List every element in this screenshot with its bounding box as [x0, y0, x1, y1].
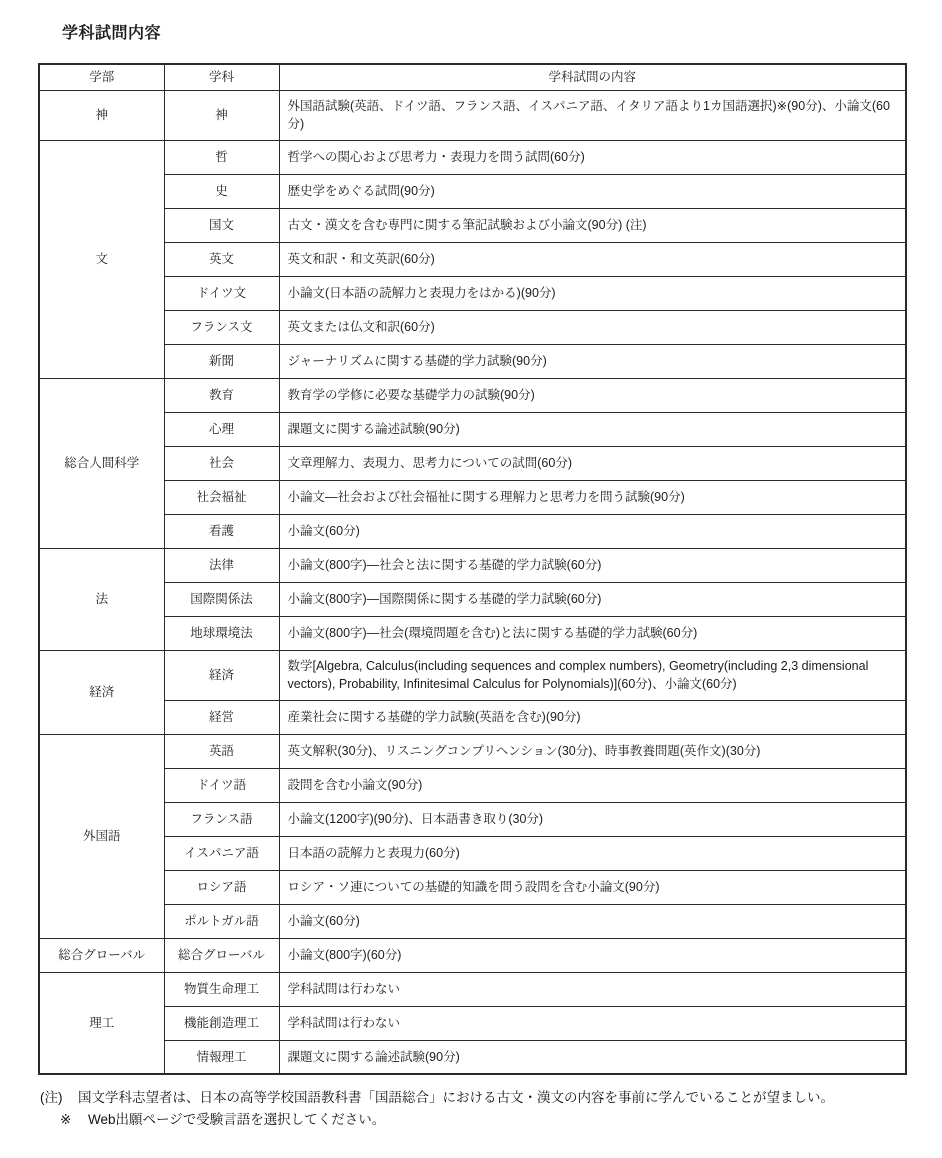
- table-row: [39, 140, 906, 174]
- department-cell: 看護: [164, 514, 279, 548]
- content-cell: 小論文(800字)(60分): [279, 938, 906, 972]
- footnote-marker: ※: [60, 1112, 72, 1128]
- department-cell: フランス文: [164, 310, 279, 344]
- faculty-cell: 理工: [39, 972, 164, 1074]
- content-cell: 哲学への関心および思考力・表現力を問う試問(60分): [279, 140, 906, 174]
- content-cell: 小論文(日本語の読解力と表現力をはかる)(90分): [279, 276, 906, 310]
- content-cell: 外国語試験(英語、ドイツ語、フランス語、イスパニア語、イタリア語より1カ国語選択)※(90分)、小論文(60分): [279, 90, 906, 140]
- department-cell: 社会: [164, 446, 279, 480]
- table-header-row: [39, 64, 906, 90]
- department-cell: 機能創造理工: [164, 1006, 279, 1040]
- content-cell: 小論文(1200字)(90分)、日本語書き取り(30分): [279, 802, 906, 836]
- content-cell: 古文・漢文を含む専門に関する筆記試験および小論文(90分) (注): [279, 208, 906, 242]
- department-cell: 新聞: [164, 344, 279, 378]
- department-cell: 物質生命理工: [164, 972, 279, 1006]
- table-row: [39, 208, 906, 242]
- content-cell: 英文和訳・和文英訳(60分): [279, 242, 906, 276]
- footnotes: [40, 1088, 905, 1131]
- faculty-cell: 経済: [39, 650, 164, 734]
- faculty-cell: 総合人間科学: [39, 378, 164, 548]
- department-cell: 神: [164, 90, 279, 140]
- content-cell: ロシア・ソ連についての基礎的知識を問う設問を含む小論文(90分): [279, 870, 906, 904]
- header-content: 学科試問の内容: [279, 64, 906, 90]
- content-cell: 教育学の学修に必要な基礎学力の試験(90分): [279, 378, 906, 412]
- table-row: [39, 616, 906, 650]
- department-cell: 英語: [164, 734, 279, 768]
- department-cell: イスパニア語: [164, 836, 279, 870]
- department-cell: 経営: [164, 700, 279, 734]
- table-row: [39, 700, 906, 734]
- content-cell: 小論文(60分): [279, 904, 906, 938]
- department-cell: 心理: [164, 412, 279, 446]
- content-cell: 小論文(800字)—国際関係に関する基礎的学力試験(60分): [279, 582, 906, 616]
- table-row: [39, 1040, 906, 1074]
- faculty-cell: 神: [39, 90, 164, 140]
- content-cell: 学科試問は行わない: [279, 972, 906, 1006]
- exam-subjects-table: [38, 63, 907, 1075]
- table-row: [39, 904, 906, 938]
- content-cell: 学科試問は行わない: [279, 1006, 906, 1040]
- department-cell: ドイツ文: [164, 276, 279, 310]
- footnote-text: Web出願ページで受験言語を選択してください。: [88, 1112, 386, 1128]
- faculty-cell: 外国語: [39, 734, 164, 938]
- content-cell: ジャーナリズムに関する基礎的学力試験(90分): [279, 344, 906, 378]
- footnote-marker: (注): [40, 1090, 63, 1105]
- table-row: [39, 174, 906, 208]
- department-cell: 経済: [164, 650, 279, 700]
- table-row: [39, 378, 906, 412]
- content-cell: 課題文に関する論述試験(90分): [279, 412, 906, 446]
- table-row: [39, 582, 906, 616]
- content-cell: 課題文に関する論述試験(90分): [279, 1040, 906, 1074]
- faculty-cell: 総合グローバル: [39, 938, 164, 972]
- footnote-text: 国文学科志望者は、日本の高等学校国語教科書「国語総合」における古文・漢文の内容を事前に学んでいることが望ましい。: [78, 1090, 834, 1105]
- content-cell: 日本語の読解力と表現力(60分): [279, 836, 906, 870]
- department-cell: 英文: [164, 242, 279, 276]
- department-cell: 社会福祉: [164, 480, 279, 514]
- page-title: 学科試問内容: [62, 25, 162, 42]
- table-row: [39, 310, 906, 344]
- content-cell: 英文解釈(30分)、リスニングコンプリヘンション(30分)、時事教養問題(英作文)(30分): [279, 734, 906, 768]
- department-cell: 国文: [164, 208, 279, 242]
- table-row: [39, 480, 906, 514]
- content-cell: 小論文(800字)—社会(環境問題を含む)と法に関する基礎的学力試験(60分): [279, 616, 906, 650]
- table-row: [39, 446, 906, 480]
- footnote-asterisk: [60, 1110, 905, 1130]
- table-row: [39, 548, 906, 582]
- header-faculty: 学部: [39, 64, 164, 90]
- footnote-note: [40, 1088, 905, 1108]
- table-row: [39, 802, 906, 836]
- content-cell: 産業社会に関する基礎的学力試験(英語を含む)(90分): [279, 700, 906, 734]
- department-cell: 地球環境法: [164, 616, 279, 650]
- faculty-cell: 法: [39, 548, 164, 650]
- department-cell: 法律: [164, 548, 279, 582]
- table-row: [39, 938, 906, 972]
- table-row: [39, 412, 906, 446]
- table-row: [39, 1006, 906, 1040]
- content-cell: 小論文(60分): [279, 514, 906, 548]
- department-cell: 教育: [164, 378, 279, 412]
- table-row: [39, 972, 906, 1006]
- department-cell: 総合グローバル: [164, 938, 279, 972]
- table-row: [39, 90, 906, 140]
- department-cell: 哲: [164, 140, 279, 174]
- table-row: [39, 768, 906, 802]
- department-cell: 国際関係法: [164, 582, 279, 616]
- department-cell: ロシア語: [164, 870, 279, 904]
- table-row: [39, 276, 906, 310]
- department-cell: 情報理工: [164, 1040, 279, 1074]
- department-cell: 史: [164, 174, 279, 208]
- table-row: [39, 734, 906, 768]
- content-cell: 設問を含む小論文(90分): [279, 768, 906, 802]
- table-row: [39, 242, 906, 276]
- table-row: [39, 870, 906, 904]
- content-cell: 小論文—社会および社会福祉に関する理解力と思考力を問う試験(90分): [279, 480, 906, 514]
- table-row: [39, 344, 906, 378]
- content-cell: 数学[Algebra, Calculus(including sequences and complex numbers), Geometry(including 2,3 dimensional vectors), Probability, Infinitesimal Calculus for Polynomials)](60分)、小論文(60分): [279, 650, 906, 700]
- table-row: [39, 650, 906, 700]
- department-cell: ドイツ語: [164, 768, 279, 802]
- table-row: [39, 514, 906, 548]
- content-cell: 歴史学をめぐる試問(90分): [279, 174, 906, 208]
- header-department: 学科: [164, 64, 279, 90]
- faculty-cell: 文: [39, 140, 164, 378]
- table-row: [39, 836, 906, 870]
- content-cell: 英文または仏文和訳(60分): [279, 310, 906, 344]
- content-cell: 小論文(800字)—社会と法に関する基礎的学力試験(60分): [279, 548, 906, 582]
- content-cell: 文章理解力、表現力、思考力についての試問(60分): [279, 446, 906, 480]
- department-cell: フランス語: [164, 802, 279, 836]
- department-cell: ポルトガル語: [164, 904, 279, 938]
